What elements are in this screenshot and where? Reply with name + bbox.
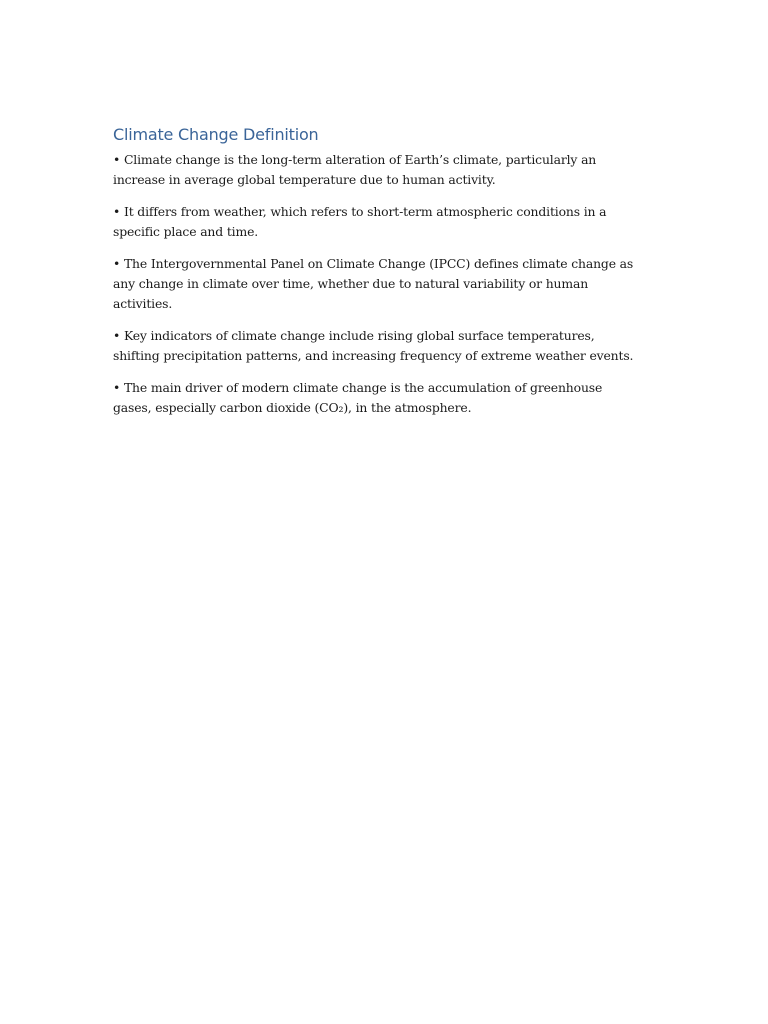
bullet-paragraph: • The main driver of modern climate change is the accumulation of greenhouse gases, especially carbon dioxide (CO₂), in the atmosphere. xyxy=(113,380,603,415)
bullet-paragraph: • It differs from weather, which refers to short-term atmospheric conditions in a specific place and time. xyxy=(113,204,607,239)
bullet-paragraph: • Key indicators of climate change include rising global surface temperatures, shifting precipitation patterns, and increasing frequency of extreme weather events. xyxy=(113,328,634,363)
document-heading: Climate Change Definition xyxy=(113,125,319,144)
document-body xyxy=(113,124,643,430)
bullet-paragraph: • The Intergovernmental Panel on Climate Change (IPCC) defines climate change as any change in climate over time, whether due to natural variability or human activities. xyxy=(113,256,634,311)
bullet-paragraph: • Climate change is the long-term alteration of Earth’s climate, particularly an increase in average global temperature due to human activity. xyxy=(113,152,597,187)
